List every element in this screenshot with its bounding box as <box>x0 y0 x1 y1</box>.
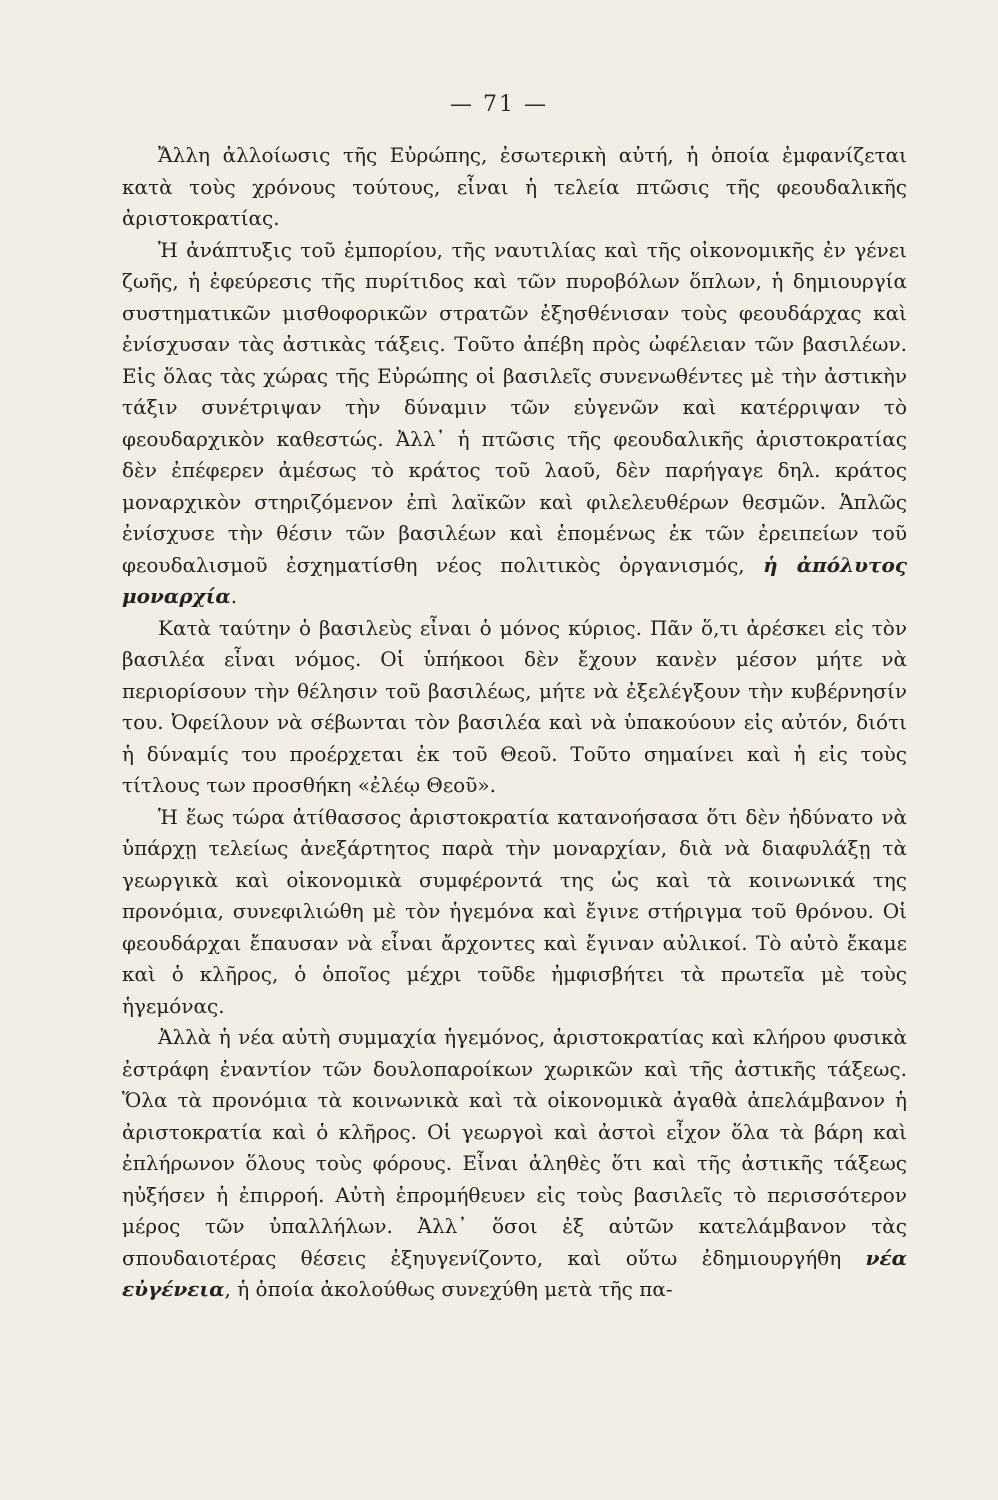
paragraph-1-text: Ἄλλη ἀλλοίωσις τῆς Εὐρώπης, ἐσωτερικὴ αὐτή, ἡ ὁποία ἐμφανίζεται κατὰ τοὺς χρόνους τούτους, εἶναι ἡ τελεία πτῶσις τῆς φεουδαλικῆς ἀριστοκρατίας. <box>122 143 907 230</box>
page-number: — 71 — <box>450 92 548 117</box>
paragraph-5 <box>122 1022 907 1306</box>
paragraph-2-emphasis: ἡ ἀπόλυτος μοναρχία <box>122 552 908 608</box>
paragraph-2-text: Ἡ ἀνάπτυξις τοῦ ἐμπορίου, τῆς ναυτιλίας καὶ τῆς οἰκονομικῆς ἐν γένει ζωῆς, ἡ ἐφεύρεσις τῆς πυρίτιδος καὶ τῶν πυροβόλων ὅπλων, ἡ δημιουργία συστηματικῶν μισθοφορικῶν στρατῶν ἐξησθένισαν τοὺς φεουδάρχας καὶ ἐνίσχυσαν τὰς ἀστικὰς τάξεις. Τοῦτο ἀπέβη πρὸς ὠφέλειαν τῶν βασιλέων. Εἰς ὅλας τὰς χώρας τῆς Εὐρώπης οἱ βασιλεῖς συνενωθέντες μὲ τὴν ἀστικὴν τάξιν συνέτριψαν τὴν δύναμιν τῶν εὐγενῶν καὶ κατέρριψαν τὸ φεουδαρχικὸν καθεστώς. Ἀλλ᾽ ἡ πτῶσις τῆς φεουδαλικῆς ἀριστοκρατίας δὲν ἐπέφερεν ἀμέσως τὸ κράτος τοῦ λαοῦ, δὲν παρήγαγε δηλ. κράτος μοναρχικὸν στηριζόμενον ἐπὶ λαϊκῶν καὶ φιλελευθέρων θεσμῶν. Ἁπλῶς ἐνίσχυσε τὴν θέσιν τῶν βασιλέων καὶ ἑπομένως ἐκ τῶν ἐρειπείων τοῦ φεουδαλισμοῦ ἐσχηματίσθη νέος πολιτικὸς ὀργανισμός, <box>122 237 907 577</box>
paragraph-5-emphasis: νέα εὐγένεια <box>122 1245 907 1301</box>
page-body <box>122 140 907 1306</box>
paragraph-5-tail: , ἡ ὁποία ἀκολούθως συνεχύθη μετὰ τῆς πα- <box>224 1277 673 1301</box>
paragraph-4 <box>122 802 907 1023</box>
paragraph-2 <box>122 235 907 613</box>
paragraph-4-text: Ἡ ἕως τώρα ἀτίθασσος ἀριστοκρατία κατανοήσασα ὅτι δὲν ἠδύνατο νὰ ὑπάρχῃ τελείως ἀνεξάρτητος παρὰ τὴν μοναρχίαν, διὰ νὰ διαφυλάξῃ τὰ γεωργικὰ καὶ οἰκονομικὰ συμφέροντά της ὡς καὶ τὰ κοινωνικά της προνόμια, συνεφιλιώθη μὲ τὸν ἡγεμόνα καὶ ἔγινε στήριγμα τοῦ θρόνου. Οἱ φεουδάρχαι ἔπαυσαν νὰ εἶναι ἄρχοντες καὶ ἔγιναν αὐλικοί. Τὸ αὐτὸ ἔκαμε καὶ ὁ κλῆρος, ὁ ὁποῖος μέχρι τοῦδε ἠμφισβήτει τὰ πρωτεῖα μὲ τοὺς ἡγεμόνας. <box>122 804 907 1018</box>
paragraph-5-text: Ἀλλὰ ἡ νέα αὐτὴ συμμαχία ἡγεμόνος, ἀριστοκρατίας καὶ κλήρου φυσικὰ ἐστράφη ἐναντίον τῶν δουλοπαροίκων χωρικῶν καὶ τῆς ἀστικῆς τάξεως. Ὅλα τὰ προνόμια τὰ κοινωνικὰ καὶ τὰ οἰκονομικὰ ἀγαθὰ ἀπελάμβανον ἡ ἀριστοκρατία καὶ ὁ κλῆρος. Οἱ γεωργοὶ καὶ ἀστοὶ εἶχον ὅλα τὰ βάρη καὶ ἐπλήρωνον ὅλους τοὺς φόρους. Εἶναι ἀληθὲς ὅτι καὶ τῆς ἀστικῆς τάξεως ηὐξήσεν ἡ ἐπιρροή. Αὐτὴ ἐπρομήθευεν εἰς τοὺς βασιλεῖς τὸ περισσότερον μέρος τῶν ὑπαλλήλων. Ἀλλ᾽ ὅσοι ἐξ αὐτῶν κατελάμβανον τὰς σπουδαιοτέρας θέσεις ἐξηυγενίζοντο, καὶ οὕτω ἐδημιουργήθη <box>122 1025 907 1270</box>
paragraph-3-text: Κατὰ ταύτην ὁ βασιλεὺς εἶναι ὁ μόνος κύριος. Πᾶν ὅ,τι ἀρέσκει εἰς τὸν βασιλέα εἶναι νόμος. Οἱ ὑπήκοοι δὲν ἔχουν κανὲν μέσον μήτε νὰ περιορίσουν τὴν θέλησιν τοῦ βασιλέως, μήτε νὰ ἐξελέγξουν τὴν κυβέρνησίν του. Ὀφείλουν νὰ σέβωνται τὸν βασιλέα καὶ νὰ ὑπακούουν εἰς αὐτόν, διότι ἡ δύναμίς του προέρχεται ἐκ τοῦ Θεοῦ. Τοῦτο σημαίνει καὶ ἡ εἰς τοὺς τίτλους των προσθήκη «ἐλέῳ Θεοῦ». <box>122 615 907 797</box>
paragraph-1 <box>122 140 907 235</box>
paragraph-2-tail: . <box>230 584 238 608</box>
paragraph-3 <box>122 613 907 802</box>
